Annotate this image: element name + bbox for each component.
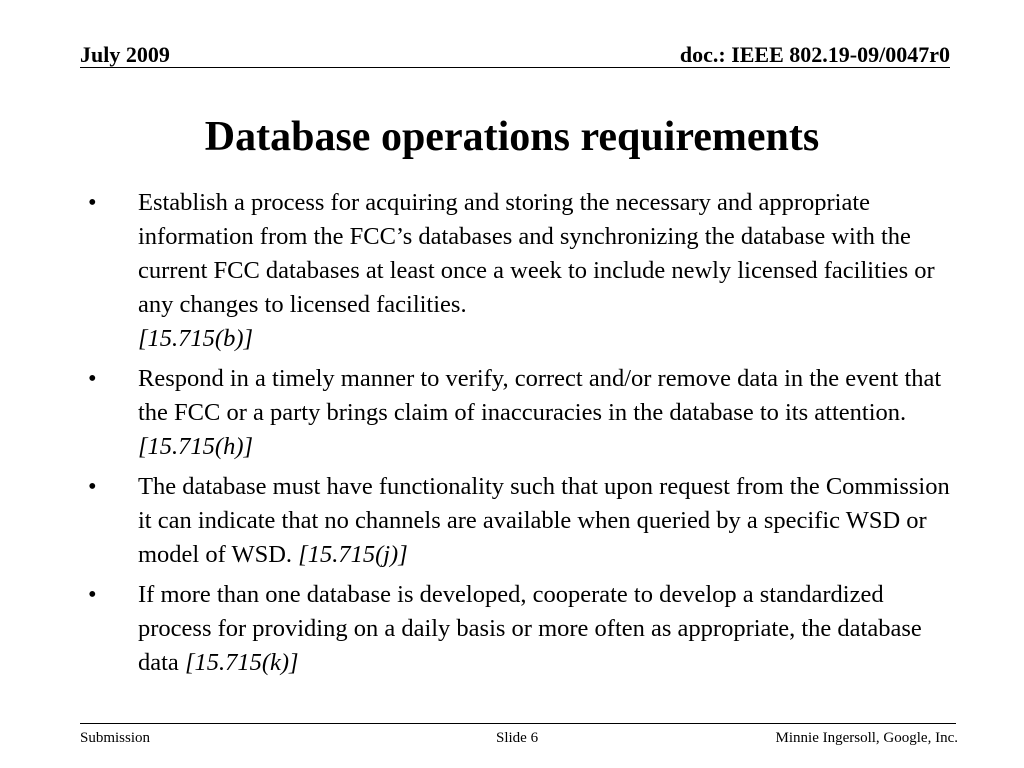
bullet-text: The database must have functionality such that upon request from the Commission it can indicate that no channels are available when queried by a specific WSD or model of WSD. <box>138 473 950 568</box>
bullet-item <box>82 578 952 680</box>
bullet-marker: • <box>88 365 97 392</box>
bullet-item <box>82 186 952 356</box>
bullet-text: Establish a process for acquiring and storing the necessary and appropriate information from the FCC’s databases and synchronizing the database with the current FCC databases at least once a week to include newly licensed facilities or any changes to licensed facilities. <box>138 189 935 318</box>
bullet-marker: • <box>88 581 97 608</box>
bullet-text: Respond in a timely manner to verify, correct and/or remove data in the event that the FCC or a party brings claim of inaccuracies in the database to its attention. <box>138 365 942 426</box>
header-doc-id: doc.: IEEE 802.19-09/0047r0 <box>679 42 950 67</box>
footer-submission: Submission <box>80 730 151 746</box>
bullet-list <box>82 186 952 686</box>
footer-divider <box>80 723 956 724</box>
footer-slide-number: Slide 6 <box>496 730 539 746</box>
slide-header <box>80 40 950 70</box>
bullet-marker: • <box>88 189 97 216</box>
bullet-citation: [15.715(b)] <box>138 325 254 352</box>
bullet-citation: [15.715(k)] <box>184 649 299 676</box>
header-date: July 2009 <box>80 42 170 67</box>
bullet-item <box>82 362 952 464</box>
header-divider <box>80 67 950 68</box>
bullet-citation: [15.715(j)] <box>298 541 408 568</box>
footer-author: Minnie Ingersoll, Google, Inc. <box>775 730 958 746</box>
bullet-citation: [15.715(h)] <box>138 433 254 460</box>
bullet-text: If more than one database is developed, cooperate to develop a standardized process for providing on a daily basis or more often as appropriate, the database data <box>138 581 922 676</box>
slide-title: Database operations requirements <box>204 114 820 160</box>
bullet-marker: • <box>88 473 97 500</box>
bullet-item <box>82 470 952 572</box>
